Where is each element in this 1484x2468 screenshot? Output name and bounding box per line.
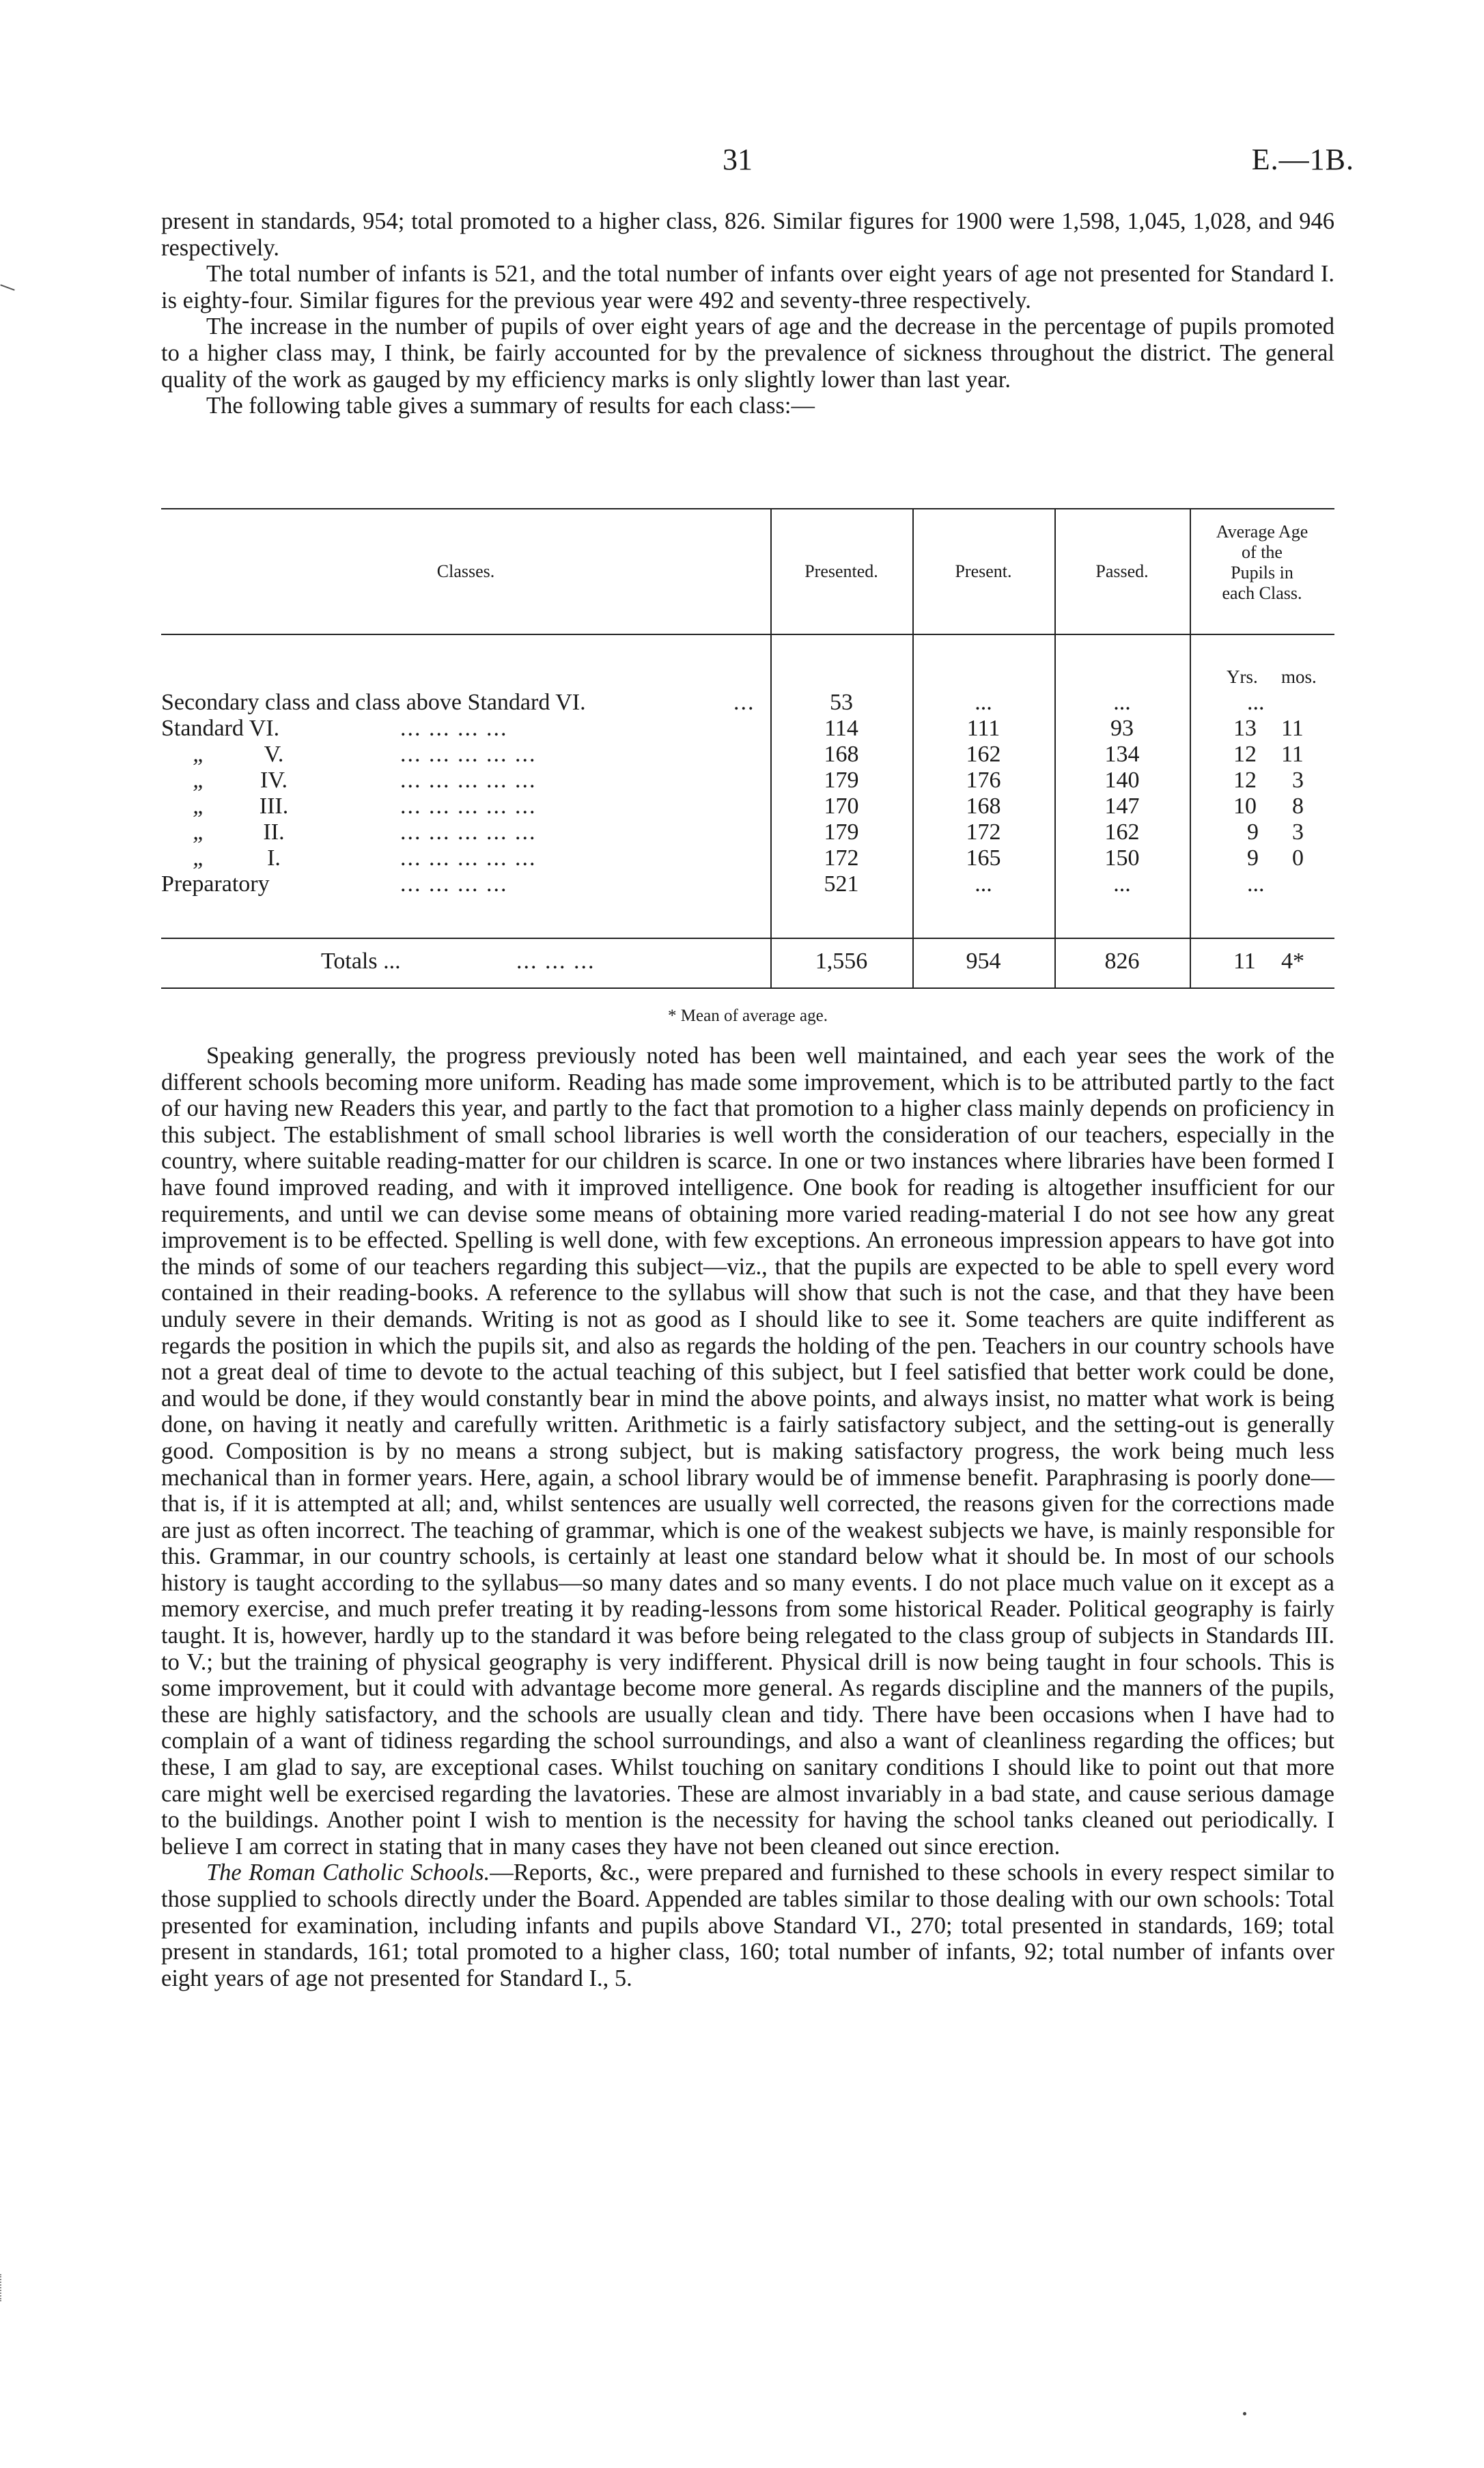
presented-cell: 179 bbox=[824, 819, 859, 845]
presented-cell: 168 bbox=[824, 742, 859, 767]
table-row bbox=[161, 794, 1334, 819]
mos-unit: mos. bbox=[1281, 667, 1317, 687]
page-number: 31 bbox=[723, 143, 753, 176]
present-cell: 162 bbox=[966, 742, 1001, 767]
presented-cell: 114 bbox=[824, 716, 858, 741]
class-label: III. bbox=[259, 794, 289, 819]
passed-cell: 134 bbox=[1104, 742, 1140, 767]
body-text bbox=[161, 1043, 1334, 1991]
leader-dots: ... ... ... ... ... bbox=[400, 794, 537, 819]
table-row bbox=[161, 819, 1334, 845]
table-rule bbox=[161, 634, 1334, 635]
scan-mark bbox=[1243, 2412, 1246, 2415]
paragraph: The total number of infants is 521, and the total number of infants over eight years of age not presented for Standard I. is eighty-four. Similar figures for the previous year were 492 and seventy-three respectively. bbox=[161, 261, 1334, 313]
total-age-months: 4* bbox=[1281, 949, 1304, 974]
class-label: Standard VI. bbox=[161, 716, 280, 741]
presented-cell: 170 bbox=[824, 794, 859, 819]
age-months-cell: 11 bbox=[1281, 742, 1304, 767]
totals-row bbox=[161, 949, 1334, 974]
age-months-cell: 3 bbox=[1292, 819, 1304, 845]
table-row bbox=[161, 768, 1334, 794]
table-row bbox=[161, 690, 1334, 716]
header-present: Present. bbox=[955, 561, 1012, 581]
age-years-cell: ... bbox=[1247, 871, 1265, 897]
table-row bbox=[161, 871, 1334, 897]
results-table bbox=[161, 508, 1334, 1025]
header-average-age: Average Age of the Pupils in each Class. bbox=[1216, 522, 1308, 603]
presented-cell: 521 bbox=[824, 871, 859, 897]
table-rule bbox=[161, 508, 1334, 509]
page-header bbox=[0, 142, 1484, 183]
scan-mark bbox=[0, 2274, 3, 2301]
section-text: —Reports, &c., were prepared and furnished to these schools in every respect similar to those supplied to schools directly under the Board. Appended are tables similar to those dealing with our own schools: Total presented for examination, including infants and pupils above Standard VI., 270; total presented in standards, 169; total present in standards, 161; total promoted to a higher class, 160; total number of infants, 92; total number of infants over eight years of age not presented for Standard I., 5. bbox=[161, 1860, 1334, 1991]
header-presented: Presented. bbox=[804, 561, 878, 581]
class-label: IV. bbox=[260, 768, 288, 793]
paragraph: present in standards, 954; total promoted to a higher class, 826. Similar figures for 1900 were 1,598, 1,045, 1,028, and 946 respectively. bbox=[161, 208, 1334, 261]
table-row bbox=[161, 845, 1334, 871]
present-cell: 111 bbox=[966, 716, 1000, 741]
leader-dots: ... ... ... ... bbox=[400, 871, 508, 897]
present-cell: ... bbox=[975, 690, 992, 715]
age-years-cell: 13 bbox=[1233, 716, 1257, 741]
leader-dots: ... ... ... ... ... bbox=[400, 768, 537, 793]
age-years-cell: 9 bbox=[1247, 845, 1259, 871]
present-cell: 176 bbox=[966, 768, 1001, 793]
age-years-cell: ... bbox=[1247, 690, 1265, 715]
scan-mark bbox=[0, 284, 14, 290]
ditto-mark: „ bbox=[193, 845, 206, 871]
age-years-cell: 12 bbox=[1233, 768, 1257, 793]
passed-cell: 150 bbox=[1104, 845, 1140, 871]
total-present: 954 bbox=[966, 949, 1001, 974]
table-row bbox=[161, 716, 1334, 742]
age-units-row bbox=[161, 667, 1334, 692]
ditto-mark: „ bbox=[193, 768, 206, 793]
present-cell: ... bbox=[975, 871, 992, 897]
table-rule bbox=[161, 987, 1334, 989]
paragraph: The following table gives a summary of results for each class:— bbox=[206, 393, 815, 419]
class-label: II. bbox=[263, 819, 285, 845]
paragraph: The increase in the number of pupils of over eight years of age and the decrease in the percentage of pupils promoted to a higher class may, I think, be fairly accounted for by the prevalence of sickness throughout the district. The general quality of the work as gauged by my efficiency marks is only slightly lower than last year. bbox=[161, 313, 1334, 393]
present-cell: 168 bbox=[966, 794, 1001, 819]
age-years-cell: 9 bbox=[1247, 819, 1259, 845]
passed-cell: 93 bbox=[1110, 716, 1134, 741]
age-months-cell: 11 bbox=[1281, 716, 1304, 741]
age-months-cell: 8 bbox=[1292, 794, 1304, 819]
age-years-cell: 12 bbox=[1233, 742, 1257, 767]
leader-dots: ... ... ... bbox=[516, 949, 596, 974]
ditto-mark: „ bbox=[193, 819, 206, 845]
passed-cell: 147 bbox=[1104, 794, 1140, 819]
totals-label: Totals ... bbox=[321, 949, 401, 974]
leader-dots: ... bbox=[733, 690, 755, 715]
leader-dots: ... ... ... ... bbox=[400, 716, 508, 741]
table-row bbox=[161, 742, 1334, 768]
present-cell: 172 bbox=[966, 819, 1001, 845]
passed-cell: ... bbox=[1113, 690, 1131, 715]
intro-text bbox=[161, 208, 1334, 419]
class-label: Secondary class and class above Standard VI. bbox=[161, 690, 586, 715]
table-footnote: * Mean of average age. bbox=[668, 1007, 828, 1025]
passed-cell: ... bbox=[1113, 871, 1131, 897]
class-label: I. bbox=[267, 845, 281, 871]
presented-cell: 172 bbox=[824, 845, 859, 871]
class-label: Preparatory bbox=[161, 871, 270, 897]
header-classes: Classes. bbox=[436, 561, 495, 581]
present-cell: 165 bbox=[966, 845, 1001, 871]
presented-cell: 53 bbox=[830, 690, 853, 715]
section-heading: The Roman Catholic Schools. bbox=[206, 1860, 490, 1886]
class-label: V. bbox=[264, 742, 284, 767]
leader-dots: ... ... ... ... ... bbox=[400, 819, 537, 845]
document-reference: E.—1B. bbox=[1251, 143, 1354, 176]
ditto-mark: „ bbox=[193, 794, 206, 819]
age-years-cell: 10 bbox=[1233, 794, 1257, 819]
passed-cell: 162 bbox=[1104, 819, 1140, 845]
total-age-years: 11 bbox=[1233, 949, 1256, 974]
passed-cell: 140 bbox=[1104, 768, 1140, 793]
total-presented: 1,556 bbox=[815, 949, 868, 974]
age-months-cell: 0 bbox=[1292, 845, 1304, 871]
header-passed: Passed. bbox=[1095, 561, 1149, 581]
yrs-unit: Yrs. bbox=[1227, 667, 1258, 687]
age-months-cell: 3 bbox=[1292, 768, 1304, 793]
ditto-mark: „ bbox=[193, 742, 206, 767]
leader-dots: ... ... ... ... ... bbox=[400, 845, 537, 871]
paragraph-roman-catholic bbox=[161, 1860, 1334, 1991]
presented-cell: 179 bbox=[824, 768, 859, 793]
leader-dots: ... ... ... ... ... bbox=[400, 742, 537, 767]
paragraph: Speaking generally, the progress previously noted has been well maintained, and each year sees the work of the different schools becoming more uniform. Reading has made some improvement, which is to be attributed partly to the fact of our having new Readers this year, and partly to the fact that promotion to a higher class mainly depends on proficiency in this subject. The establishment of small school libraries is well worth the consideration of our teachers, especially in the country, where suitable reading-matter for our children is scarce. In one or two instances where libraries have been formed I have found improved reading, and with it improved intelligence. One book for reading is altogether insufficient for our requirements, and until we can devise some means of obtaining more varied reading-material I do not see how any great improvement is to be effected. Spelling is well done, with few exceptions. An erroneous impression appears to have got into the minds of some of our teachers regarding this subject—viz., that the pupils are expected to be able to spell every word contained in their reading-books. A reference to the syllabus will show that such is not the case, and that they have been unduly severe in their demands. Writing is not as good as I should like to see it. Some teachers are quite indifferent as regards the position in which the pupils sit, and also as regards the holding of the pen. Teachers in our country schools have not a great deal of time to devote to the actual teaching of this subject, but I feel satisfied that better work could be done, and would be done, if they would constantly bear in mind the above points, and always insist, no matter what work is being done, on having it neatly and carefully written. Arithmetic is a fairly satisfactory subject, and the setting-out is generally good. Composition is by no means a strong subject, but is making satisfactory progress, the work being much less mechanical than in former years. Here, again, a school library would be of immense benefit. Paraphrasing is poorly done—that is, if it is attempted at all; and, whilst sentences are usually well corrected, the reasons given for the corrections made are just as often incorrect. The teaching of grammar, which is one of the weakest subjects we have, is mainly responsible for this. Grammar, in our country schools, is certainly at least one standard below what it should be. In most of our schools history is taught according to the syllabus—so many dates and so many events. I do not place much value on it except as a memory exercise, and much prefer treating it by reading-lessons from some historical Reader. Political geography is fairly taught. It is, however, hardly up to the standard it was before being relegated to the class group of subjects in Standards III. to V.; but the training of physical geography is very indifferent. Physical drill is now being taught in four schools. This is some improvement, but it could with advantage become more general. As regards discipline and the manners of the pupils, these are highly satisfactory, and the schools are usually clean and tidy. There have been occasions when I have had to complain of a want of tidiness regarding the school surroundings, and also a want of cleanliness regarding the offices; but these, I am glad to say, are exceptional cases. Whilst touching on sanitary conditions I should like to point out that more care might well be exercised regarding the lavatories. These are almost invariably in a bad state, and cause serious damage to the buildings. Another point I wish to mention is the necessity for having the school tanks cleaned out periodically. I believe I am correct in stating that in many cases they have not been cleaned out since erection. bbox=[161, 1043, 1334, 1860]
table-rule bbox=[161, 938, 1334, 939]
total-passed: 826 bbox=[1104, 949, 1140, 974]
